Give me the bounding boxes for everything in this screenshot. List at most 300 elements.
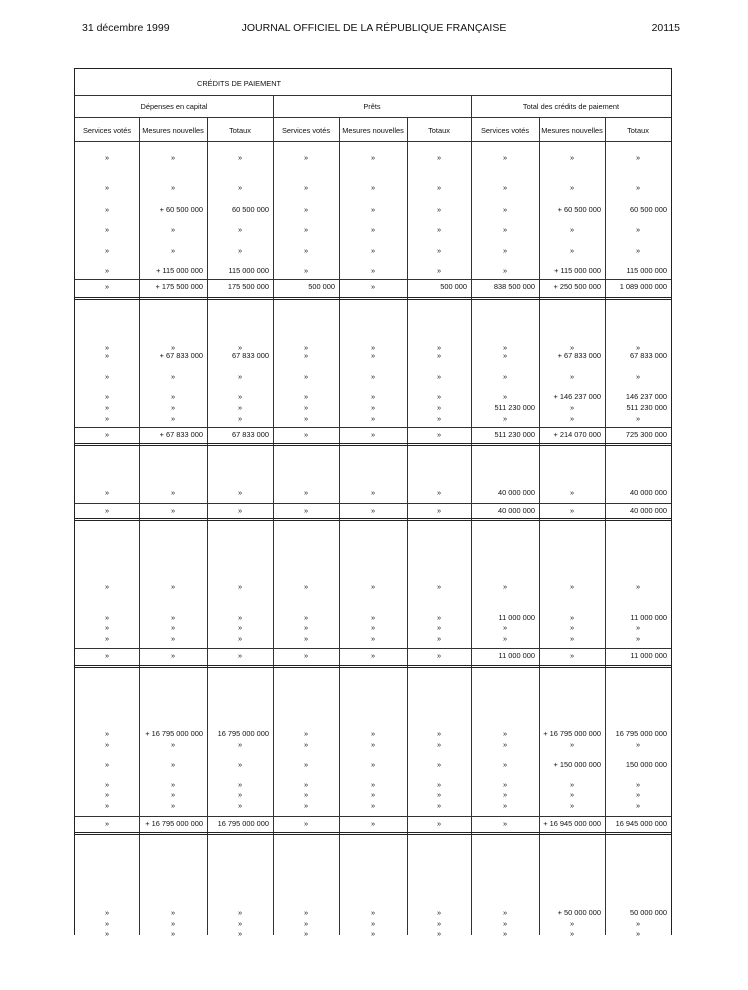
table-cell: »	[104, 919, 110, 928]
divider	[75, 95, 671, 96]
table-cell: »	[635, 623, 641, 632]
table-cell: 511 230 000	[494, 430, 535, 439]
table-cell: »	[170, 760, 176, 769]
table-cell: »	[502, 819, 508, 828]
table-cell: »	[370, 205, 376, 214]
table-cell: »	[104, 740, 110, 749]
table-cell: »	[569, 488, 575, 497]
table-cell: »	[237, 613, 243, 622]
table-cell: »	[303, 582, 309, 591]
table-cell: »	[502, 183, 508, 192]
table-cell: »	[303, 266, 309, 275]
table-cell: »	[237, 760, 243, 769]
table-cell: »	[104, 780, 110, 789]
table-cell: »	[436, 392, 442, 401]
table-cell: »	[104, 246, 110, 255]
table-cell: 725 300 000	[625, 430, 667, 439]
table-cell: »	[170, 488, 176, 497]
table-cell: »	[370, 183, 376, 192]
table-cell: »	[569, 623, 575, 632]
divider	[75, 117, 671, 118]
table-cell: »	[104, 929, 110, 938]
table-cell: »	[170, 403, 176, 412]
table-cell: »	[436, 153, 442, 162]
table-cell: »	[237, 225, 243, 234]
table-cell: »	[370, 343, 376, 352]
table-cell: »	[237, 651, 243, 660]
table-cell: »	[436, 246, 442, 255]
table-cell: »	[569, 929, 575, 938]
table-cell: »	[370, 740, 376, 749]
table-cell: »	[104, 634, 110, 643]
table-cell: »	[370, 582, 376, 591]
table-cell: 67 833 000	[232, 430, 269, 439]
total-rule	[75, 503, 671, 504]
table-cell: »	[170, 780, 176, 789]
table-cell: »	[569, 634, 575, 643]
table-cell: »	[635, 780, 641, 789]
column-header: Services votés	[281, 126, 331, 135]
table-cell: »	[370, 392, 376, 401]
table-cell: 40 000 000	[630, 488, 667, 497]
table-cell: »	[104, 623, 110, 632]
table-cell: »	[370, 651, 376, 660]
table-cell: »	[436, 929, 442, 938]
table-cell: »	[502, 266, 508, 275]
table-cell: 11 000 000	[630, 613, 667, 622]
table-cell: »	[303, 623, 309, 632]
group-header-total: Total des crédits de paiement	[522, 102, 620, 111]
table-cell: »	[104, 506, 110, 515]
table-cell: »	[502, 343, 508, 352]
table-cell: »	[303, 343, 309, 352]
table-cell: »	[502, 623, 508, 632]
column-header: Services votés	[480, 126, 530, 135]
table-cell: »	[237, 623, 243, 632]
column-divider	[339, 117, 340, 935]
table-cell: »	[502, 929, 508, 938]
table-cell: »	[436, 403, 442, 412]
table-cell: »	[237, 488, 243, 497]
table-cell: »	[170, 582, 176, 591]
table-cell: »	[104, 908, 110, 917]
table-cell: »	[569, 225, 575, 234]
table-cell: + 60 500 000	[159, 205, 203, 214]
table-cell: »	[502, 392, 508, 401]
table-cell: »	[436, 760, 442, 769]
table-cell: »	[303, 246, 309, 255]
table-cell: »	[502, 729, 508, 738]
table-cell: »	[436, 205, 442, 214]
table-cell: »	[436, 582, 442, 591]
section-separator	[75, 665, 671, 668]
table-cell: »	[303, 430, 309, 439]
column-header: Totaux	[627, 126, 649, 135]
table-cell: »	[170, 634, 176, 643]
table-cell: »	[170, 414, 176, 423]
column-divider	[605, 117, 606, 935]
table-cell: »	[170, 392, 176, 401]
column-divider	[407, 117, 408, 935]
table-cell: »	[170, 651, 176, 660]
table-cell: »	[237, 246, 243, 255]
table-cell: »	[303, 488, 309, 497]
table-title: CRÉDITS DE PAIEMENT	[197, 79, 282, 88]
table-cell: »	[635, 801, 641, 810]
table-cell: »	[635, 183, 641, 192]
table-cell: »	[635, 153, 641, 162]
table-cell: »	[370, 801, 376, 810]
table-cell: »	[502, 246, 508, 255]
table-cell: + 60 500 000	[557, 205, 601, 214]
table-cell: »	[635, 740, 641, 749]
table-cell: »	[436, 623, 442, 632]
section-separator	[75, 832, 671, 835]
table-cell: »	[170, 343, 176, 352]
table-cell: »	[436, 225, 442, 234]
journal-title: JOURNAL OFFICIEL DE LA RÉPUBLIQUE FRANÇAISE	[241, 22, 507, 34]
table-cell: 67 833 000	[630, 351, 667, 360]
table-cell: »	[370, 153, 376, 162]
table-cell: »	[370, 613, 376, 622]
table-cell: »	[569, 414, 575, 423]
column-header: Mesures nouvelles	[342, 126, 404, 135]
table-cell: 11 000 000	[630, 651, 667, 660]
table-cell: »	[502, 205, 508, 214]
table-cell: »	[303, 414, 309, 423]
table-cell: »	[237, 506, 243, 515]
table-cell: »	[436, 729, 442, 738]
table-cell: »	[436, 343, 442, 352]
section-separator	[75, 518, 671, 521]
table-cell: »	[303, 651, 309, 660]
table-cell: 40 000 000	[498, 506, 535, 515]
table-cell: »	[303, 740, 309, 749]
table-cell: »	[237, 153, 243, 162]
table-cell: »	[104, 582, 110, 591]
total-rule	[75, 648, 671, 649]
table-cell: »	[104, 351, 110, 360]
table-cell: »	[237, 183, 243, 192]
table-cell: »	[436, 651, 442, 660]
table-cell: »	[370, 908, 376, 917]
table-cell: »	[237, 740, 243, 749]
table-cell: »	[569, 919, 575, 928]
table-cell: »	[370, 246, 376, 255]
table-cell: »	[170, 801, 176, 810]
table-cell: »	[237, 582, 243, 591]
table-cell: »	[303, 780, 309, 789]
table-cell: »	[370, 623, 376, 632]
table-cell: »	[569, 246, 575, 255]
table-cell: »	[436, 919, 442, 928]
table-cell: »	[303, 919, 309, 928]
table-cell: + 115 000 000	[554, 266, 601, 275]
table-cell: »	[104, 282, 110, 291]
table-cell: »	[104, 801, 110, 810]
table-cell: »	[170, 740, 176, 749]
table-cell: »	[170, 153, 176, 162]
table-cell: »	[436, 634, 442, 643]
table-cell: 146 237 000	[625, 392, 667, 401]
table-cell: »	[104, 488, 110, 497]
table-cell: »	[569, 613, 575, 622]
table-cell: »	[370, 372, 376, 381]
table-cell: + 214 070 000	[553, 430, 601, 439]
table-cell: »	[104, 403, 110, 412]
column-divider	[139, 117, 140, 935]
table-cell: »	[370, 282, 376, 291]
group-header-prets: Prêts	[363, 102, 381, 111]
table-cell: »	[436, 506, 442, 515]
table-cell: »	[569, 790, 575, 799]
table-cell: »	[502, 351, 508, 360]
table-cell: »	[502, 372, 508, 381]
table-cell: »	[370, 929, 376, 938]
table-cell: »	[635, 343, 641, 352]
table-cell: »	[170, 506, 176, 515]
table-cell: »	[370, 414, 376, 423]
table-cell: »	[237, 929, 243, 938]
table-cell: »	[237, 343, 243, 352]
table-cell: 1 089 000 000	[619, 282, 667, 291]
table-cell: »	[170, 790, 176, 799]
table-cell: »	[370, 634, 376, 643]
table-cell: »	[635, 225, 641, 234]
table-cell: »	[370, 760, 376, 769]
table-cell: »	[303, 153, 309, 162]
table-cell: »	[237, 790, 243, 799]
table-cell: + 175 500 000	[155, 282, 203, 291]
table-cell: »	[502, 801, 508, 810]
table-cell: 60 500 000	[630, 205, 667, 214]
table-cell: + 16 795 000 000	[543, 729, 601, 738]
table-cell: »	[104, 205, 110, 214]
table-cell: »	[104, 790, 110, 799]
table-cell: 16 945 000 000	[615, 819, 667, 828]
table-cell: »	[104, 414, 110, 423]
table-cell: »	[436, 351, 442, 360]
group-header-depenses: Dépenses en capital	[140, 102, 208, 111]
table-cell: »	[303, 760, 309, 769]
table-cell: 16 795 000 000	[217, 729, 269, 738]
column-header: Totaux	[229, 126, 251, 135]
table-cell: »	[370, 488, 376, 497]
page-number: 20115	[651, 22, 680, 34]
table-cell: »	[502, 225, 508, 234]
table-cell: »	[303, 392, 309, 401]
table-cell: + 67 833 000	[159, 351, 203, 360]
table-cell: »	[436, 790, 442, 799]
table-cell: »	[502, 760, 508, 769]
table-cell: »	[502, 780, 508, 789]
table-cell: »	[170, 246, 176, 255]
table-cell: »	[237, 403, 243, 412]
table-cell: »	[237, 634, 243, 643]
table-cell: »	[170, 929, 176, 938]
table-cell: »	[370, 266, 376, 275]
table-cell: »	[436, 819, 442, 828]
table-cell: »	[170, 225, 176, 234]
table-cell: »	[569, 343, 575, 352]
table-cell: »	[569, 403, 575, 412]
table-cell: »	[170, 372, 176, 381]
table-cell: »	[370, 919, 376, 928]
table-cell: 511 230 000	[626, 403, 667, 412]
table-cell: »	[170, 623, 176, 632]
table-cell: »	[303, 908, 309, 917]
table-cell: + 67 833 000	[557, 351, 601, 360]
credits-table	[74, 68, 672, 938]
table-cell: 16 795 000 000	[217, 819, 269, 828]
table-cell: »	[370, 506, 376, 515]
table-cell: »	[635, 929, 641, 938]
table-cell: »	[237, 801, 243, 810]
column-header: Services votés	[82, 126, 132, 135]
table-cell: »	[635, 634, 641, 643]
table-cell: »	[436, 372, 442, 381]
table-cell: »	[170, 908, 176, 917]
column-header: Mesures nouvelles	[541, 126, 603, 135]
table-cell: »	[569, 582, 575, 591]
table-cell: »	[303, 613, 309, 622]
table-cell: 175 500 000	[227, 282, 269, 291]
table-cell: »	[502, 414, 508, 423]
table-cell: »	[104, 819, 110, 828]
column-divider	[273, 95, 274, 935]
table-cell: »	[303, 372, 309, 381]
table-cell: + 146 237 000	[553, 392, 601, 401]
table-cell: »	[303, 351, 309, 360]
table-cell: 60 500 000	[232, 205, 269, 214]
table-cell: »	[436, 740, 442, 749]
table-cell: »	[370, 225, 376, 234]
table-cell: »	[370, 780, 376, 789]
table-cell: »	[303, 819, 309, 828]
section-separator	[75, 443, 671, 446]
table-cell: 511 230 000	[494, 403, 535, 412]
table-cell: »	[502, 634, 508, 643]
table-cell: »	[104, 760, 110, 769]
table-cell: »	[104, 613, 110, 622]
table-cell: »	[303, 929, 309, 938]
table-cell: »	[502, 153, 508, 162]
table-cell: »	[237, 372, 243, 381]
table-cell: »	[303, 205, 309, 214]
table-cell: »	[436, 801, 442, 810]
table-cell: »	[569, 153, 575, 162]
table-cell: 500 000	[308, 282, 335, 291]
table-cell: »	[436, 266, 442, 275]
table-cell: 11 000 000	[498, 651, 535, 660]
table-cell: »	[303, 403, 309, 412]
table-cell: »	[370, 729, 376, 738]
table-cell: 115 000 000	[228, 266, 269, 275]
table-cell: »	[502, 919, 508, 928]
table-cell: »	[303, 729, 309, 738]
table-cell: »	[303, 225, 309, 234]
table-cell: »	[237, 919, 243, 928]
table-cell: »	[104, 266, 110, 275]
column-divider	[207, 117, 208, 935]
table-cell: 115 000 000	[626, 266, 667, 275]
table-cell: »	[104, 343, 110, 352]
table-cell: 150 000 000	[625, 760, 667, 769]
table-cell: »	[303, 790, 309, 799]
table-cell: + 67 833 000	[159, 430, 203, 439]
table-cell: »	[104, 183, 110, 192]
table-cell: »	[237, 414, 243, 423]
table-cell: »	[635, 414, 641, 423]
table-cell: »	[303, 183, 309, 192]
table-cell: »	[635, 246, 641, 255]
table-cell: + 150 000 000	[553, 760, 601, 769]
table-cell: »	[436, 414, 442, 423]
table-cell: 500 000	[440, 282, 467, 291]
table-cell: »	[436, 780, 442, 789]
table-cell: »	[104, 392, 110, 401]
page-date: 31 décembre 1999	[82, 22, 170, 34]
table-cell: »	[436, 488, 442, 497]
table-cell: 838 500 000	[493, 282, 535, 291]
table-cell: »	[104, 225, 110, 234]
total-rule	[75, 816, 671, 817]
table-cell: »	[104, 430, 110, 439]
table-cell: »	[569, 801, 575, 810]
column-divider	[471, 95, 472, 935]
table-cell: »	[237, 780, 243, 789]
table-cell: 11 000 000	[498, 613, 535, 622]
table-cell: »	[303, 634, 309, 643]
table-cell: »	[635, 372, 641, 381]
table-cell: »	[436, 183, 442, 192]
table-cell: + 115 000 000	[156, 266, 203, 275]
table-cell: 16 795 000 000	[615, 729, 667, 738]
column-divider	[539, 117, 540, 935]
column-header: Totaux	[428, 126, 450, 135]
table-cell: »	[569, 183, 575, 192]
table-cell: »	[436, 430, 442, 439]
table-cell: »	[104, 651, 110, 660]
table-cell: »	[370, 351, 376, 360]
table-cell: »	[237, 908, 243, 917]
table-cell: »	[569, 372, 575, 381]
divider	[75, 141, 671, 142]
table-cell: »	[635, 790, 641, 799]
table-cell: »	[104, 729, 110, 738]
table-cell: 67 833 000	[232, 351, 269, 360]
table-cell: »	[104, 372, 110, 381]
table-cell: + 16 945 000 000	[543, 819, 601, 828]
table-cell: »	[436, 908, 442, 917]
table-cell: »	[569, 780, 575, 789]
table-cell: »	[436, 613, 442, 622]
table-cell: »	[370, 819, 376, 828]
table-cell: »	[502, 582, 508, 591]
column-header: Mesures nouvelles	[142, 126, 204, 135]
table-cell: + 50 000 000	[557, 908, 601, 917]
section-separator	[75, 297, 671, 300]
table-cell: »	[170, 919, 176, 928]
table-cell: »	[635, 582, 641, 591]
table-cell: »	[303, 506, 309, 515]
table-cell: »	[569, 506, 575, 515]
table-cell: + 16 795 000 000	[145, 819, 203, 828]
table-cell: »	[569, 740, 575, 749]
table-cell: »	[502, 790, 508, 799]
table-cell: »	[370, 430, 376, 439]
total-rule	[75, 279, 671, 280]
